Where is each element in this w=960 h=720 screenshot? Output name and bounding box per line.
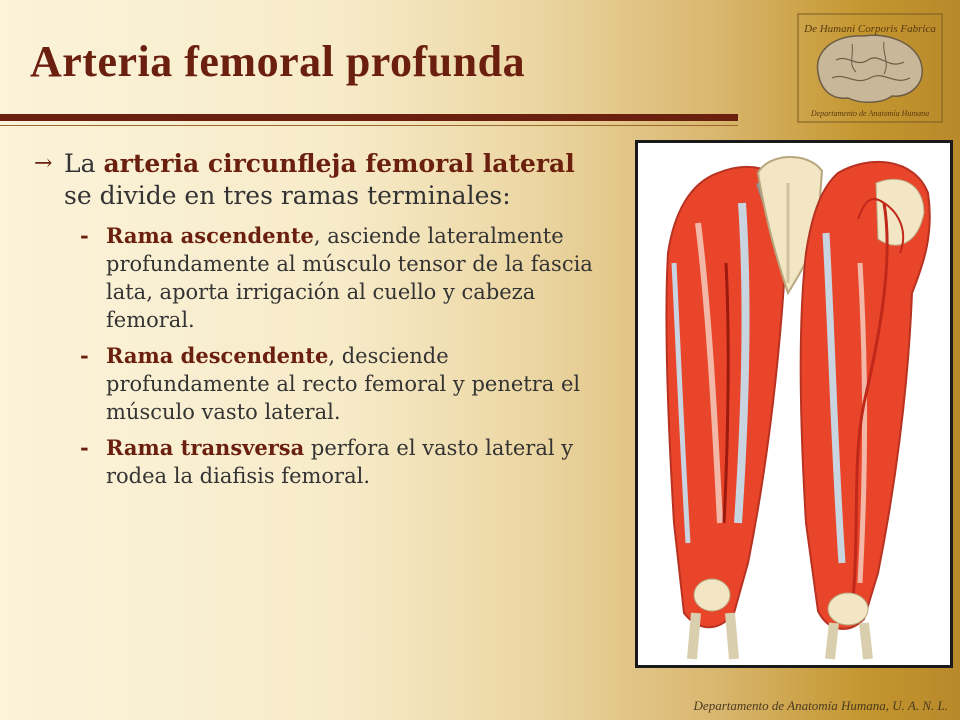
- branch-name: Rama transversa: [106, 435, 305, 460]
- thigh-illustration: [638, 143, 950, 665]
- footer-credit: Departamento de Anatomía Humana, U. A. N. L.: [693, 698, 948, 713]
- title-divider-thick: [0, 114, 738, 121]
- branch-name: Rama ascendente: [106, 223, 314, 248]
- branch-description: , desciende profundamente al recto femoral y penetra el músculo vasto lateral.: [106, 344, 581, 424]
- posterior-thigh-view: [801, 162, 930, 659]
- logo-motto: De Humani Corporis Fabrica: [804, 23, 936, 35]
- branch-item-transversa: [80, 434, 594, 490]
- branch-item-ascendente: [80, 222, 594, 334]
- dash-bullet-icon: -: [80, 343, 89, 368]
- anatomy-figure: [635, 140, 953, 668]
- dash-bullet-icon: -: [80, 435, 89, 460]
- slide-title: Arteria femoral profunda: [30, 37, 526, 86]
- branch-list: [80, 222, 594, 490]
- brain-icon: [818, 35, 923, 102]
- slide-body: [34, 148, 594, 498]
- brain-logo: [796, 12, 944, 124]
- dash-bullet-icon: -: [80, 223, 89, 248]
- branch-name: Rama descendente: [106, 343, 329, 368]
- branch-item-descendente: [80, 342, 594, 426]
- main-bullet-emphasis: arteria circunfleja femoral lateral: [103, 149, 575, 178]
- main-bullet-text: La arteria circunfleja femoral lateral se divide en tres ramas terminales:: [64, 149, 575, 210]
- title-divider-thin: [0, 125, 738, 126]
- arrow-bullet-icon: →: [34, 151, 53, 176]
- logo-department: Departamento de Anatomía Humana: [810, 109, 930, 118]
- main-bullet: [34, 148, 594, 212]
- branch-description: perfora el vasto lateral y rodea la diafisis femoral.: [106, 436, 574, 488]
- branch-description: , asciende lateralmente profundamente al músculo tensor de la fascia lata, aporta irrigación al cuello y cabeza femoral.: [106, 224, 593, 332]
